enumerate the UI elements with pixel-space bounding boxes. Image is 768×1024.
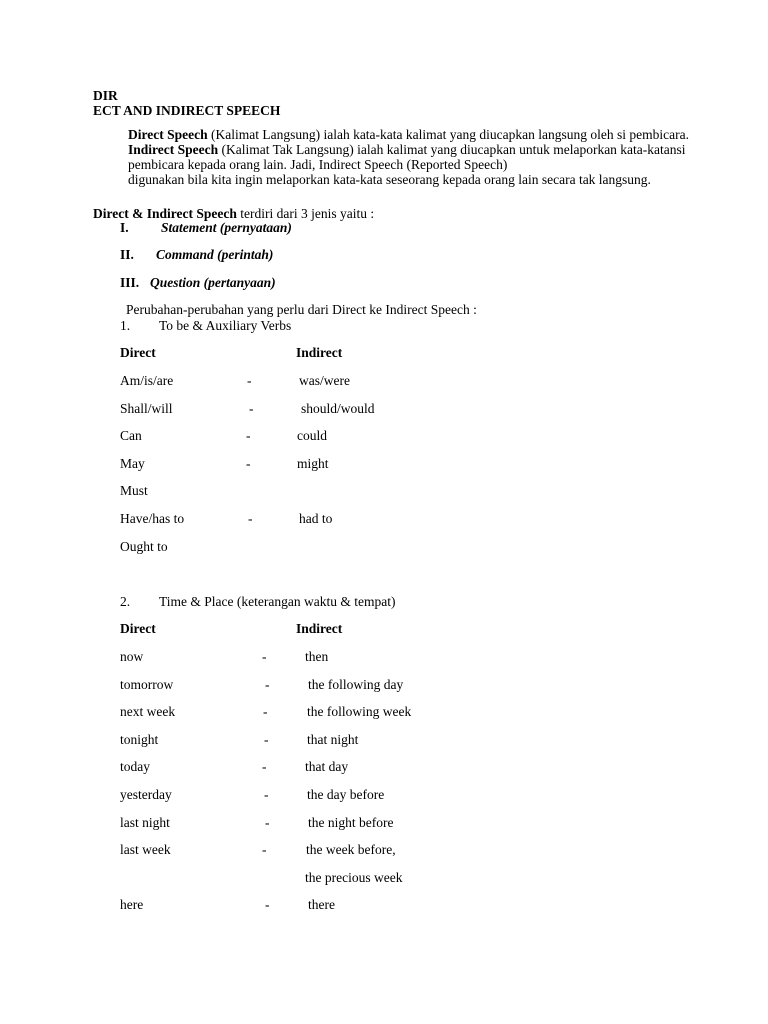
row-direct: yesterday	[120, 787, 172, 802]
row-indirect: then	[305, 649, 329, 664]
intro-line-4: digunakan bila kita ingin melaporkan kata-kata seseorang kepada orang lain secara tak langsung.	[128, 172, 651, 187]
row-direct: here	[120, 897, 144, 913]
row-dash: -	[263, 704, 268, 720]
row-indirect: was/were	[299, 373, 350, 388]
row-dash: -	[262, 842, 267, 858]
direct-speech-definition: (Kalimat Langsung) ialah kata-kata kalimat yang diucapkan langsung oleh si pembicara.	[207, 127, 689, 142]
intro-line-3: pembicara kepada orang lain. Jadi, Indirect Speech (Reported Speech)	[128, 157, 508, 172]
row-direct: today	[120, 759, 150, 775]
row-dash: -	[265, 897, 270, 913]
type-item-label: Question (pertanyaan)	[150, 275, 276, 290]
row-indirect: could	[297, 428, 327, 444]
document-title-line1: DIR	[93, 88, 118, 103]
changes-intro: Perubahan-perubahan yang perlu dari Direct ke Indirect Speech :	[126, 302, 477, 317]
row-dash: -	[264, 731, 269, 747]
type-item-number: I.	[120, 220, 129, 235]
row-dash: -	[246, 455, 251, 471]
type-item-number: II.	[120, 247, 134, 262]
section2-col-indirect: Indirect	[296, 621, 343, 636]
row-direct: Must	[120, 483, 148, 499]
row-dash: -	[265, 814, 270, 830]
document-title-line2: ECT AND INDIRECT SPEECH	[93, 103, 281, 118]
row-indirect: had to	[299, 511, 333, 526]
row-indirect: that night	[307, 731, 359, 747]
row-indirect: the following week	[307, 704, 412, 720]
row-direct: Can	[120, 428, 142, 444]
intro-paragraph	[128, 127, 738, 187]
row-indirect: the night before	[308, 814, 394, 830]
types-heading	[93, 206, 374, 221]
row-dash: -	[262, 649, 267, 664]
row-direct: next week	[120, 704, 176, 720]
section2-title: Time & Place (keterangan waktu & tempat)	[159, 594, 396, 609]
row-dash: -	[265, 676, 270, 692]
row-dash: -	[262, 759, 267, 775]
row-dash: -	[247, 373, 252, 388]
row-indirect: should/would	[301, 400, 375, 416]
indirect-speech-term: Indirect Speech	[128, 142, 219, 157]
row-direct: Shall/will	[120, 400, 173, 416]
row-indirect: that day	[305, 759, 349, 775]
row-direct: tomorrow	[120, 676, 174, 692]
row-direct: Am/is/are	[120, 373, 174, 388]
row-direct: May	[120, 455, 145, 471]
intro-line-direct	[128, 127, 738, 142]
indirect-speech-definition: (Kalimat Tak Langsung) ialah kalimat yang diucapkan untuk melaporkan kata-katansi	[218, 142, 686, 157]
types-heading-rest: terdiri dari 3 jenis yaitu :	[236, 206, 375, 221]
row-indirect: the day before	[307, 787, 385, 802]
section2-number: 2.	[120, 594, 131, 609]
row-dash: -	[248, 511, 253, 526]
row-indirect: there	[308, 897, 335, 913]
row-dash: -	[264, 787, 269, 802]
row-indirect: the week before,	[306, 842, 396, 858]
section2-col-direct: Direct	[120, 621, 156, 636]
section1-col-indirect: Indirect	[296, 345, 343, 360]
type-item-label: Command (perintah)	[156, 247, 274, 262]
row-dash: -	[249, 400, 254, 416]
type-item-label: Statement (pernyataan)	[161, 220, 292, 235]
row-dash: -	[246, 428, 251, 444]
row-direct: Ought to	[120, 538, 168, 554]
row-direct: last night	[120, 814, 170, 830]
section1-number: 1.	[120, 318, 131, 333]
intro-line-indirect	[128, 142, 738, 157]
row-indirect: the following day	[308, 676, 404, 692]
row-direct: Have/has to	[120, 511, 185, 526]
type-item-number: III.	[120, 275, 140, 290]
types-heading-bold: Direct & Indirect Speech	[93, 206, 237, 221]
direct-speech-term: Direct Speech	[128, 127, 208, 142]
row-direct: tonight	[120, 731, 159, 747]
row-direct: now	[120, 649, 144, 664]
row-direct: last week	[120, 842, 171, 858]
row-indirect: might	[297, 455, 329, 471]
section1-title: To be & Auxiliary Verbs	[159, 318, 292, 333]
row-indirect: the precious week	[305, 869, 403, 885]
section1-col-direct: Direct	[120, 345, 156, 360]
